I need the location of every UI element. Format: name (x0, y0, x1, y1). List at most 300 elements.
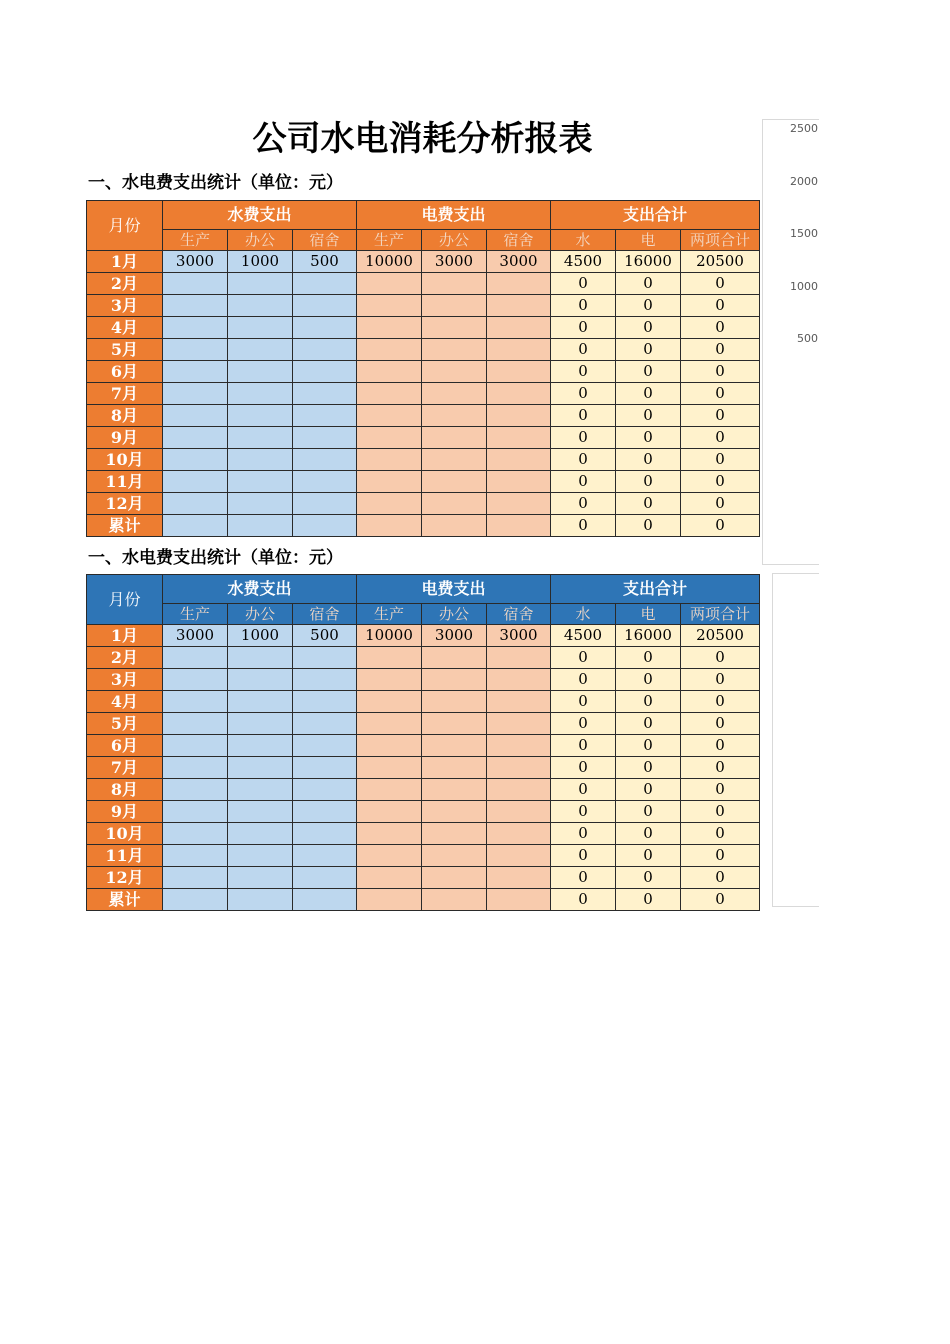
row-label: 1月 (87, 251, 163, 273)
data-cell[interactable] (228, 471, 293, 493)
data-cell[interactable]: 16000 (616, 251, 681, 273)
data-cell[interactable] (422, 889, 487, 911)
table-row (87, 889, 760, 911)
data-cell[interactable]: 0 (681, 361, 760, 383)
data-cell[interactable]: 0 (616, 317, 681, 339)
data-cell[interactable] (293, 273, 357, 295)
data-cell[interactable] (163, 427, 228, 449)
data-cell[interactable] (487, 317, 551, 339)
row-label: 6月 (87, 361, 163, 383)
data-cell[interactable]: 16000 (616, 625, 681, 647)
data-cell[interactable] (293, 361, 357, 383)
data-cell[interactable]: 0 (616, 647, 681, 669)
data-cell[interactable]: 4500 (551, 625, 616, 647)
data-cell[interactable] (357, 405, 422, 427)
data-cell[interactable]: 0 (551, 691, 616, 713)
data-cell[interactable]: 0 (616, 735, 681, 757)
table-row (87, 779, 760, 801)
data-cell[interactable] (487, 867, 551, 889)
data-cell[interactable]: 0 (681, 295, 760, 317)
data-cell[interactable]: 3000 (163, 251, 228, 273)
data-cell[interactable] (293, 801, 357, 823)
data-cell[interactable] (487, 845, 551, 867)
data-cell[interactable] (293, 867, 357, 889)
data-cell[interactable] (163, 889, 228, 911)
data-cell[interactable] (357, 669, 422, 691)
table-row (87, 449, 760, 471)
data-cell[interactable] (293, 427, 357, 449)
data-cell[interactable] (293, 735, 357, 757)
data-cell[interactable]: 0 (681, 713, 760, 735)
data-cell[interactable] (487, 647, 551, 669)
data-cell[interactable] (163, 471, 228, 493)
data-cell[interactable]: 0 (681, 669, 760, 691)
data-cell[interactable]: 0 (616, 383, 681, 405)
data-cell[interactable] (163, 295, 228, 317)
row-label: 12月 (87, 867, 163, 889)
data-cell[interactable] (293, 647, 357, 669)
data-cell[interactable]: 0 (681, 317, 760, 339)
data-cell[interactable]: 0 (681, 757, 760, 779)
data-cell[interactable]: 0 (681, 823, 760, 845)
data-cell[interactable] (293, 823, 357, 845)
data-cell[interactable] (422, 295, 487, 317)
data-cell[interactable] (293, 757, 357, 779)
data-cell[interactable]: 0 (616, 757, 681, 779)
row-label: 9月 (87, 801, 163, 823)
data-cell[interactable] (487, 889, 551, 911)
table-row (87, 339, 760, 361)
data-cell[interactable] (228, 339, 293, 361)
data-cell[interactable] (487, 823, 551, 845)
data-cell[interactable]: 0 (551, 867, 616, 889)
column-header: 生产 (163, 230, 228, 251)
data-cell[interactable]: 0 (681, 383, 760, 405)
data-cell[interactable] (293, 713, 357, 735)
data-cell[interactable] (293, 405, 357, 427)
data-cell[interactable]: 0 (681, 691, 760, 713)
data-cell[interactable]: 0 (681, 493, 760, 515)
data-cell[interactable]: 0 (616, 889, 681, 911)
data-cell[interactable]: 0 (616, 691, 681, 713)
data-cell[interactable] (293, 449, 357, 471)
data-cell[interactable] (487, 295, 551, 317)
data-cell[interactable] (357, 273, 422, 295)
data-cell[interactable]: 0 (551, 317, 616, 339)
data-cell[interactable] (163, 669, 228, 691)
data-cell[interactable] (422, 691, 487, 713)
data-cell[interactable] (357, 515, 422, 537)
report-title: 公司水电消耗分析报表 (252, 119, 593, 159)
data-cell[interactable] (293, 691, 357, 713)
row-label: 8月 (87, 405, 163, 427)
data-cell[interactable] (163, 823, 228, 845)
data-cell[interactable] (422, 713, 487, 735)
column-header: 水 (551, 230, 616, 251)
data-cell[interactable]: 0 (616, 515, 681, 537)
data-cell[interactable]: 0 (551, 779, 616, 801)
expense-table-2 (86, 574, 760, 911)
row-label: 7月 (87, 757, 163, 779)
row-label: 8月 (87, 779, 163, 801)
data-cell[interactable]: 1000 (228, 625, 293, 647)
data-cell[interactable]: 0 (551, 295, 616, 317)
data-cell[interactable] (228, 867, 293, 889)
data-cell[interactable]: 0 (616, 823, 681, 845)
table-row (87, 273, 760, 295)
data-cell[interactable] (487, 427, 551, 449)
data-cell[interactable] (228, 493, 293, 515)
data-cell[interactable] (228, 405, 293, 427)
data-cell[interactable] (163, 515, 228, 537)
data-cell[interactable]: 0 (551, 801, 616, 823)
data-cell[interactable] (487, 757, 551, 779)
column-header: 生产 (357, 230, 422, 251)
data-cell[interactable] (357, 339, 422, 361)
data-cell[interactable] (487, 515, 551, 537)
data-cell[interactable] (228, 361, 293, 383)
data-cell[interactable] (357, 801, 422, 823)
data-cell[interactable]: 0 (616, 449, 681, 471)
data-cell[interactable] (422, 757, 487, 779)
data-cell[interactable] (228, 647, 293, 669)
table-row (87, 867, 760, 889)
data-cell[interactable] (422, 383, 487, 405)
data-cell[interactable]: 1000 (228, 251, 293, 273)
data-cell[interactable] (228, 515, 293, 537)
table-row (87, 493, 760, 515)
data-cell[interactable]: 0 (681, 647, 760, 669)
data-cell[interactable]: 0 (681, 801, 760, 823)
data-cell[interactable] (163, 691, 228, 713)
data-cell[interactable] (228, 273, 293, 295)
data-cell[interactable] (357, 735, 422, 757)
y-axis-tick-label: 2000 (790, 174, 818, 188)
data-cell[interactable] (163, 361, 228, 383)
data-cell[interactable] (422, 449, 487, 471)
data-cell[interactable] (228, 669, 293, 691)
data-cell[interactable]: 0 (681, 339, 760, 361)
data-cell[interactable] (163, 383, 228, 405)
column-header: 电 (616, 604, 681, 625)
data-cell[interactable] (163, 867, 228, 889)
data-cell[interactable]: 0 (551, 405, 616, 427)
data-cell[interactable] (422, 361, 487, 383)
chart-2-area (772, 573, 819, 907)
data-cell[interactable] (487, 493, 551, 515)
data-cell[interactable]: 4500 (551, 251, 616, 273)
data-cell[interactable] (422, 669, 487, 691)
row-label: 3月 (87, 295, 163, 317)
data-cell[interactable] (422, 801, 487, 823)
column-header: 电 (616, 230, 681, 251)
data-cell[interactable]: 3000 (422, 251, 487, 273)
data-cell[interactable] (228, 317, 293, 339)
data-cell[interactable] (487, 361, 551, 383)
data-cell[interactable] (228, 691, 293, 713)
row-label: 12月 (87, 493, 163, 515)
data-cell[interactable] (293, 295, 357, 317)
data-cell[interactable]: 0 (551, 273, 616, 295)
data-cell[interactable]: 0 (551, 889, 616, 911)
data-cell[interactable] (487, 339, 551, 361)
data-cell[interactable] (293, 845, 357, 867)
data-cell[interactable] (228, 713, 293, 735)
group-header: 电费支出 (357, 201, 551, 230)
column-header: 生产 (357, 604, 422, 625)
table-row (87, 801, 760, 823)
data-cell[interactable]: 0 (551, 823, 616, 845)
data-cell[interactable]: 3000 (422, 625, 487, 647)
data-cell[interactable]: 0 (551, 845, 616, 867)
data-cell[interactable] (357, 449, 422, 471)
data-cell[interactable] (228, 845, 293, 867)
row-label: 5月 (87, 339, 163, 361)
table-row (87, 757, 760, 779)
row-label: 累计 (87, 889, 163, 911)
data-cell[interactable] (357, 867, 422, 889)
data-cell[interactable]: 0 (551, 647, 616, 669)
data-cell[interactable] (422, 493, 487, 515)
data-cell[interactable] (487, 383, 551, 405)
data-cell[interactable] (163, 273, 228, 295)
data-cell[interactable] (293, 669, 357, 691)
data-cell[interactable]: 0 (681, 735, 760, 757)
data-cell[interactable] (228, 735, 293, 757)
data-cell[interactable] (163, 801, 228, 823)
expense-table-1 (86, 200, 760, 537)
data-cell[interactable]: 0 (616, 471, 681, 493)
data-cell[interactable] (357, 757, 422, 779)
data-cell[interactable] (228, 779, 293, 801)
data-cell[interactable] (163, 713, 228, 735)
table-row (87, 845, 760, 867)
data-cell[interactable]: 0 (681, 471, 760, 493)
data-cell[interactable] (357, 823, 422, 845)
data-cell[interactable] (422, 647, 487, 669)
data-cell[interactable] (293, 471, 357, 493)
row-label: 5月 (87, 713, 163, 735)
data-cell[interactable] (487, 471, 551, 493)
data-cell[interactable]: 0 (681, 427, 760, 449)
column-header: 水 (551, 604, 616, 625)
data-cell[interactable] (357, 779, 422, 801)
table-row (87, 295, 760, 317)
data-cell[interactable]: 3000 (487, 625, 551, 647)
data-cell[interactable]: 0 (681, 405, 760, 427)
data-cell[interactable] (422, 339, 487, 361)
table-row (87, 669, 760, 691)
data-cell[interactable] (422, 779, 487, 801)
data-cell[interactable] (357, 427, 422, 449)
data-cell[interactable]: 3000 (163, 625, 228, 647)
data-cell[interactable]: 20500 (681, 251, 760, 273)
row-label: 7月 (87, 383, 163, 405)
data-cell[interactable] (163, 405, 228, 427)
data-cell[interactable]: 0 (681, 449, 760, 471)
data-cell[interactable] (228, 801, 293, 823)
row-label: 4月 (87, 317, 163, 339)
data-cell[interactable] (293, 889, 357, 911)
data-cell[interactable]: 0 (551, 339, 616, 361)
data-cell[interactable]: 0 (551, 735, 616, 757)
data-cell[interactable]: 0 (551, 713, 616, 735)
table-row (87, 471, 760, 493)
data-cell[interactable] (357, 889, 422, 911)
group-header: 水费支出 (163, 575, 357, 604)
table-row (87, 317, 760, 339)
row-label: 11月 (87, 471, 163, 493)
sub-header-row (87, 230, 760, 251)
data-cell[interactable] (293, 339, 357, 361)
column-header: 宿舍 (487, 604, 551, 625)
data-cell[interactable] (228, 295, 293, 317)
data-cell[interactable]: 0 (551, 471, 616, 493)
data-cell[interactable]: 0 (551, 757, 616, 779)
data-cell[interactable]: 0 (616, 669, 681, 691)
table-row (87, 515, 760, 537)
data-cell[interactable]: 0 (551, 383, 616, 405)
data-cell[interactable] (163, 845, 228, 867)
data-cell[interactable]: 0 (616, 339, 681, 361)
data-cell[interactable]: 0 (616, 405, 681, 427)
data-cell[interactable] (487, 691, 551, 713)
data-cell[interactable] (487, 735, 551, 757)
data-cell[interactable]: 0 (681, 889, 760, 911)
data-cell[interactable] (422, 317, 487, 339)
data-cell[interactable] (357, 295, 422, 317)
group-header: 支出合计 (551, 575, 760, 604)
data-cell[interactable] (163, 317, 228, 339)
data-cell[interactable] (422, 515, 487, 537)
data-cell[interactable]: 0 (616, 493, 681, 515)
data-cell[interactable] (228, 823, 293, 845)
row-label: 2月 (87, 647, 163, 669)
data-cell[interactable]: 0 (681, 845, 760, 867)
data-cell[interactable] (163, 339, 228, 361)
column-header: 两项合计 (681, 230, 760, 251)
column-header: 宿舍 (293, 230, 357, 251)
data-cell[interactable] (422, 273, 487, 295)
data-cell[interactable]: 500 (293, 251, 357, 273)
data-cell[interactable]: 3000 (487, 251, 551, 273)
data-cell[interactable] (357, 471, 422, 493)
row-label: 4月 (87, 691, 163, 713)
data-cell[interactable]: 0 (681, 515, 760, 537)
data-cell[interactable] (487, 405, 551, 427)
y-axis-tick-label: 1500 (790, 227, 818, 240)
y-axis-tick-label: 2500 (790, 122, 818, 135)
data-cell[interactable]: 0 (551, 669, 616, 691)
table-row (87, 625, 760, 647)
data-cell[interactable] (163, 493, 228, 515)
data-cell[interactable] (163, 757, 228, 779)
data-cell[interactable] (487, 779, 551, 801)
data-cell[interactable] (357, 493, 422, 515)
y-axis-tick-label: 500 (797, 332, 818, 345)
data-cell[interactable] (228, 757, 293, 779)
data-cell[interactable]: 0 (681, 867, 760, 889)
group-header: 支出合计 (551, 201, 760, 230)
row-label: 1月 (87, 625, 163, 647)
data-cell[interactable] (487, 449, 551, 471)
data-cell[interactable] (293, 383, 357, 405)
data-cell[interactable]: 0 (616, 427, 681, 449)
data-cell[interactable]: 10000 (357, 625, 422, 647)
data-cell[interactable] (357, 647, 422, 669)
row-label: 9月 (87, 427, 163, 449)
data-cell[interactable] (357, 691, 422, 713)
data-cell[interactable]: 0 (616, 845, 681, 867)
y-axis-tick-label: 1000 (790, 279, 818, 293)
data-cell[interactable] (422, 471, 487, 493)
data-cell[interactable] (422, 867, 487, 889)
data-cell[interactable] (422, 845, 487, 867)
data-cell[interactable]: 0 (616, 779, 681, 801)
data-cell[interactable]: 0 (616, 801, 681, 823)
data-cell[interactable]: 0 (616, 867, 681, 889)
data-cell[interactable] (228, 449, 293, 471)
data-cell[interactable]: 10000 (357, 251, 422, 273)
data-cell[interactable] (422, 823, 487, 845)
data-cell[interactable] (163, 779, 228, 801)
data-cell[interactable]: 0 (551, 427, 616, 449)
data-cell[interactable] (163, 735, 228, 757)
data-cell[interactable]: 500 (293, 625, 357, 647)
data-cell[interactable] (357, 713, 422, 735)
data-cell[interactable] (357, 383, 422, 405)
data-cell[interactable] (293, 515, 357, 537)
data-cell[interactable] (163, 647, 228, 669)
data-cell[interactable] (422, 427, 487, 449)
data-cell[interactable]: 0 (551, 493, 616, 515)
data-cell[interactable]: 0 (616, 361, 681, 383)
column-header: 两项合计 (681, 604, 760, 625)
data-cell[interactable] (487, 713, 551, 735)
data-cell[interactable]: 0 (616, 713, 681, 735)
data-cell[interactable]: 0 (681, 779, 760, 801)
data-cell[interactable] (422, 735, 487, 757)
data-cell[interactable] (487, 801, 551, 823)
data-cell[interactable] (293, 493, 357, 515)
row-label: 10月 (87, 449, 163, 471)
data-cell[interactable] (293, 317, 357, 339)
data-cell[interactable] (293, 779, 357, 801)
data-cell[interactable] (487, 669, 551, 691)
data-cell[interactable] (228, 889, 293, 911)
group-header-row (87, 575, 760, 604)
data-cell[interactable] (163, 449, 228, 471)
group-header-row (87, 201, 760, 230)
data-cell[interactable]: 0 (551, 361, 616, 383)
data-cell[interactable] (487, 273, 551, 295)
data-cell[interactable]: 0 (551, 449, 616, 471)
data-cell[interactable]: 20500 (681, 625, 760, 647)
data-cell[interactable] (228, 383, 293, 405)
data-cell[interactable] (357, 361, 422, 383)
data-cell[interactable] (228, 427, 293, 449)
sub-header-row (87, 604, 760, 625)
data-cell[interactable]: 0 (551, 515, 616, 537)
data-cell[interactable] (422, 405, 487, 427)
data-cell[interactable] (357, 845, 422, 867)
data-cell[interactable] (357, 317, 422, 339)
data-cell[interactable]: 0 (616, 273, 681, 295)
column-header: 生产 (163, 604, 228, 625)
data-cell[interactable]: 0 (681, 273, 760, 295)
data-cell[interactable]: 0 (616, 295, 681, 317)
row-label: 10月 (87, 823, 163, 845)
